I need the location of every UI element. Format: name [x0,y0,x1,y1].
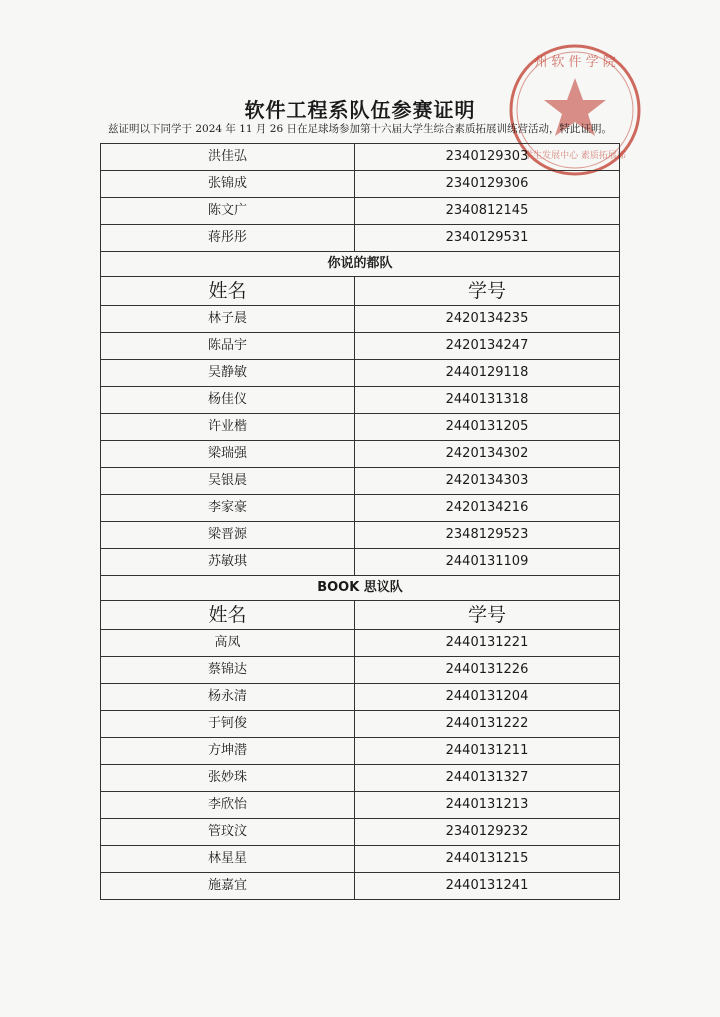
student-id: 2440131205 [355,414,620,441]
student-id: 2420134303 [355,468,620,495]
student-id: 2420134302 [355,441,620,468]
table-row [101,792,620,819]
student-id: 2440131327 [355,765,620,792]
student-name: 施嘉宜 [101,873,355,900]
student-id: 2420134247 [355,333,620,360]
student-id: 2440131222 [355,711,620,738]
table-row [101,333,620,360]
svg-text:学生发展中心 素质拓展部: 学生发展中心 素质拓展部 [524,151,626,161]
student-name: 洪佳弘 [101,144,355,171]
table-row [101,765,620,792]
student-id: 2340129303 [355,144,620,171]
id-column-header: 学号 [355,601,620,630]
table-header-row [101,277,620,306]
student-id: 2440131241 [355,873,620,900]
student-id: 2440131213 [355,792,620,819]
table-row [101,630,620,657]
table-row [101,198,620,225]
student-id: 2340129306 [355,171,620,198]
student-name: 高凤 [101,630,355,657]
table-row [101,387,620,414]
student-id: 2440131221 [355,630,620,657]
student-id: 2440131226 [355,657,620,684]
table-row [101,225,620,252]
student-name: 梁瑞强 [101,441,355,468]
student-name: 李家豪 [101,495,355,522]
table-row [101,468,620,495]
table-row [101,819,620,846]
student-id: 2348129523 [355,522,620,549]
table-row [101,306,620,333]
student-name: 杨佳仪 [101,387,355,414]
student-name: 许业楷 [101,414,355,441]
table-row [101,873,620,900]
student-name: 李欣怡 [101,792,355,819]
table-row [101,657,620,684]
id-column-header: 学号 [355,277,620,306]
student-id: 2340812145 [355,198,620,225]
name-column-header: 姓名 [101,601,355,630]
team-heading-row [101,252,620,277]
table-row [101,414,620,441]
student-name: 张锦成 [101,171,355,198]
table-row [101,360,620,387]
table-row [101,144,620,171]
table-row [101,522,620,549]
student-id: 2420134235 [355,306,620,333]
student-name: 于钶俊 [101,711,355,738]
table-row [101,495,620,522]
student-name: 吴银晨 [101,468,355,495]
table-row [101,549,620,576]
table-row [101,738,620,765]
team-heading-row [101,576,620,601]
student-id: 2440131211 [355,738,620,765]
student-name: 吴静敏 [101,360,355,387]
student-name: 林星星 [101,846,355,873]
student-id: 2340129531 [355,225,620,252]
team-name: BOOK 思议队 [101,576,620,601]
student-name: 管玟汶 [101,819,355,846]
student-name: 梁晋源 [101,522,355,549]
table-row [101,684,620,711]
table-row [101,846,620,873]
student-id: 2440131318 [355,387,620,414]
student-id: 2440131109 [355,549,620,576]
student-name: 杨永清 [101,684,355,711]
student-id: 2420134216 [355,495,620,522]
name-column-header: 姓名 [101,277,355,306]
table-row [101,441,620,468]
team-name: 你说的都队 [101,252,620,277]
student-name: 蔡锦达 [101,657,355,684]
svg-text:州 软 件 学 院: 州 软 件 学 院 [534,55,616,70]
student-id: 2440129118 [355,360,620,387]
student-name: 张妙珠 [101,765,355,792]
student-id: 2440131215 [355,846,620,873]
certification-statement: 兹证明以下同学于 2024 年 11 月 26 日在足球场参加第十六届大学生综合素质拓展训练营活动，特此证明。 [108,123,612,135]
student-name: 方坤潜 [101,738,355,765]
document-title: 软件工程系队伍参赛证明 [244,98,476,122]
student-name: 陈文广 [101,198,355,225]
student-name: 陈品宇 [101,333,355,360]
participant-table [100,143,620,900]
table-header-row [101,601,620,630]
table-row [101,711,620,738]
student-id: 2340129232 [355,819,620,846]
student-name: 苏敏琪 [101,549,355,576]
student-name: 蒋彤彤 [101,225,355,252]
student-name: 林子晨 [101,306,355,333]
table-row [101,171,620,198]
student-id: 2440131204 [355,684,620,711]
